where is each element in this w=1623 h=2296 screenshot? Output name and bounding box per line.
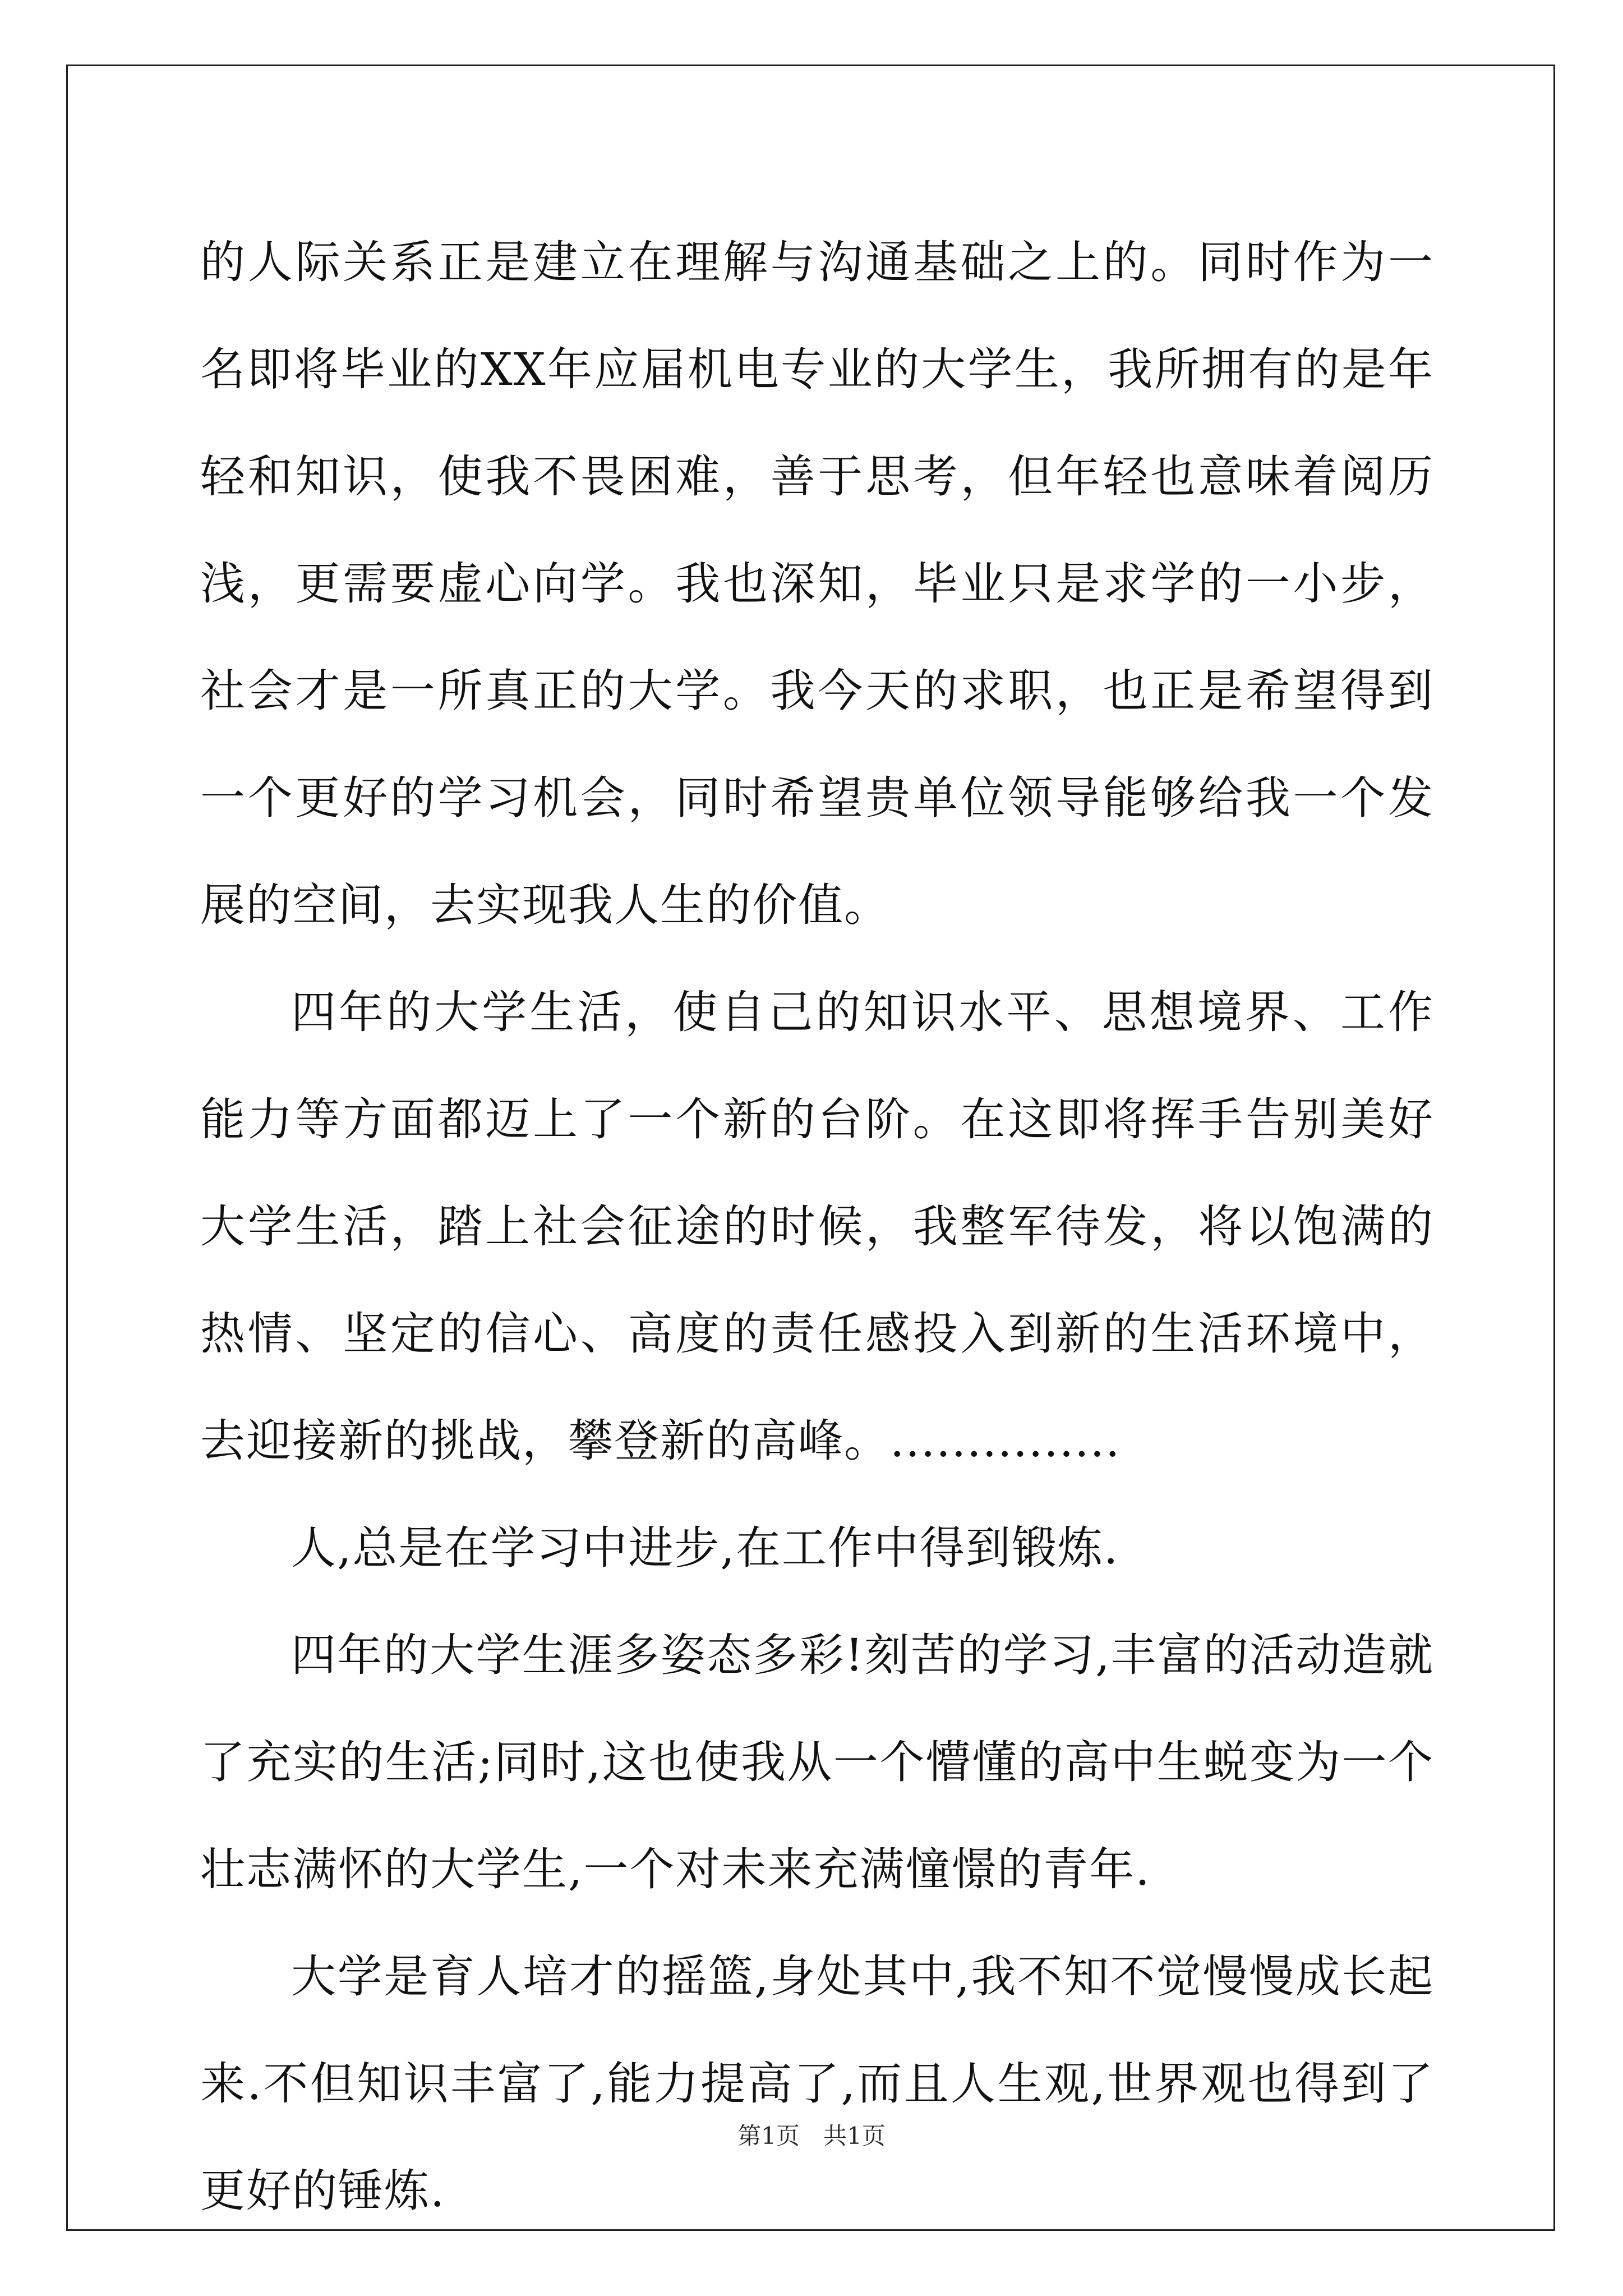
document-body [200, 209, 1434, 2244]
paragraph-1: 的人际关系正是建立在理解与沟通基础之上的。同时作为一名即将毕业的XX年应届机电专业的大学生，我所拥有的是年轻和知识，使我不畏困难，善于思考，但年轻也意味着阅历浅，更需要虚心向学。我也深知，毕业只是求学的一小步，社会才是一所真正的大学。我今天的求职，也正是希望得到一个更好的学习机会，同时希望贵单位领导能够给我一个发展的空间，去实现我人生的价值。 [200, 236, 1434, 931]
page-number-footer: 第1页 共1页 [737, 2122, 886, 2150]
paragraph-4: 四年的大学生涯多姿态多彩!刻苦的学习,丰富的活动造就了充实的生活;同时,这也使我从一个懵懂的高中生蜕变为一个壮志满怀的大学生,一个对未来充满憧憬的青年. [200, 1629, 1434, 1895]
paragraph-3: 人,总是在学习中进步,在工作中得到锻炼. [291, 1522, 1119, 1574]
paragraph-5: 大学是育人培才的摇篮,身处其中,我不知不觉慢慢成长起来.不但知识丰富了,能力提高了,而且人生观,世界观也得到了更好的锤炼. [200, 1950, 1434, 2217]
paragraph-2: 四年的大学生活，使自己的知识水平、思想境界、工作能力等方面都迈上了一个新的台阶。在这即将挥手告别美好大学生活，踏上社会征途的时候，我整军待发，将以饱满的热情、坚定的信心、高度的责任感投入到新的生活环境中，去迎接新的挑战，攀登新的高峰。............... [200, 986, 1434, 1467]
